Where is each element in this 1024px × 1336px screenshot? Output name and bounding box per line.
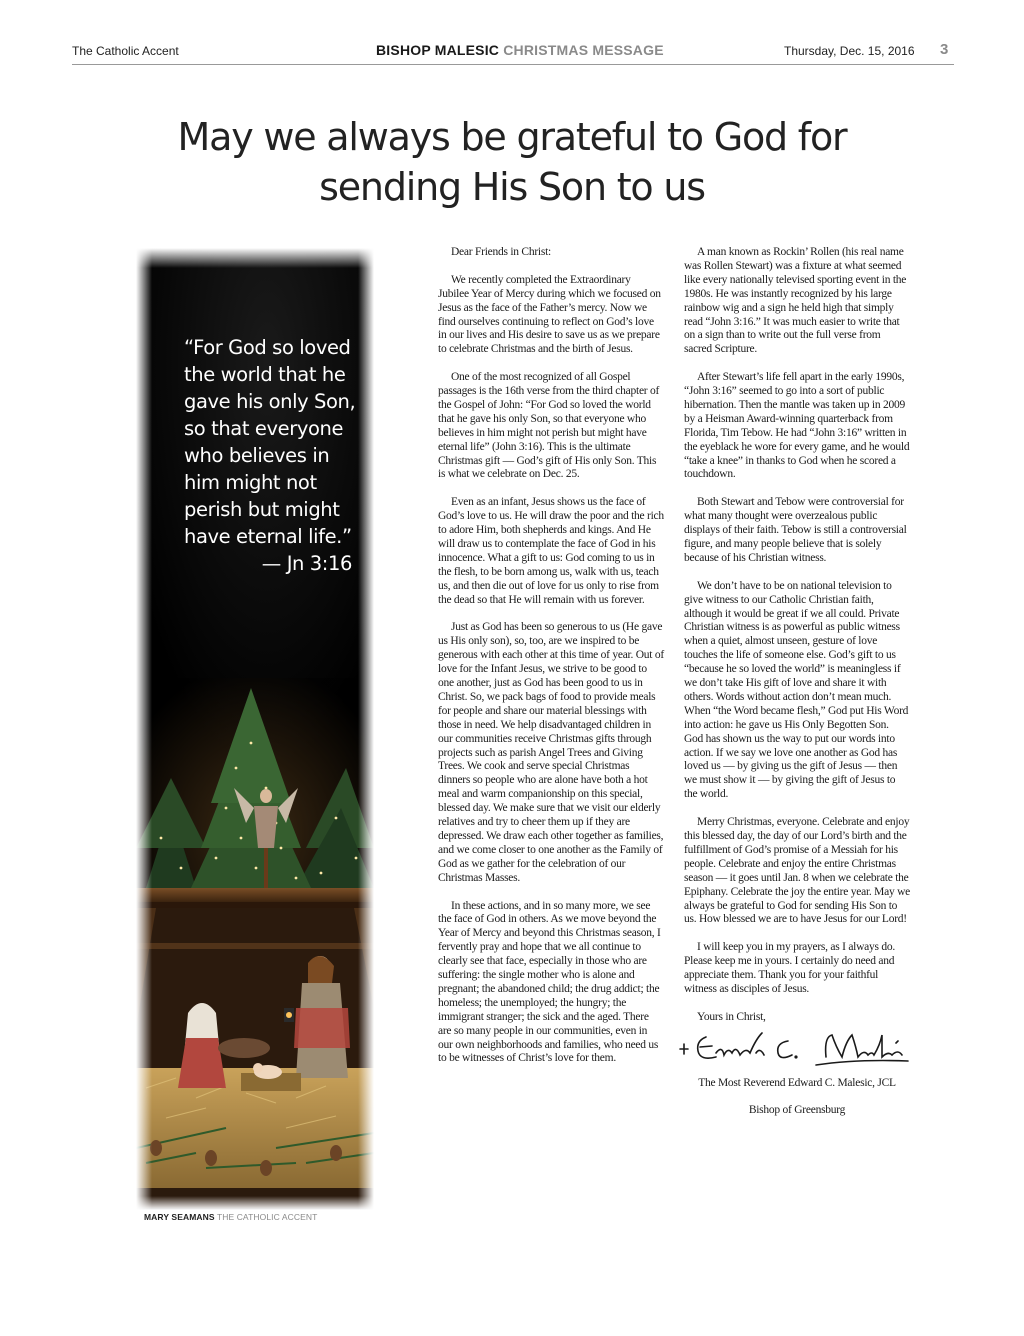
- paragraph: After Stewart’s life fell apart in the early 1990s, “John 3:16” seemed to go into a sort of public hibernation. Then the mantle was taken up in 2009 by a Heisman Award-winning quarterback from Florida, Tim Tebow. He had “John 3:16” written in the eyeblack he wore for every game, and he would “take a knee” in thanks to God when he scored a touchdown.: [684, 371, 910, 481]
- quote-text: “For God so loved the world that he gave his only Son, so that everyone who believes in him might not perish but might have eternal life.”: [184, 336, 356, 548]
- paragraph: We recently completed the Extraordinary Jubilee Year of Mercy during which we focused on Jesus as the face of the Father’s mercy. Now we find ourselves continuing to reflect on God’s love in our lives and His desire to save us as we prepare to celebrate Christmas and the birth of Jesus.: [438, 273, 661, 356]
- photo-credit: [144, 1212, 317, 1222]
- headline: May we always be grateful to God for sending His Son to us: [177, 115, 847, 209]
- quote-citation: — Jn 3:16: [261, 552, 352, 575]
- nativity-photo: [136, 248, 374, 1210]
- paragraph: Merry Christmas, everyone. Celebrate and enjoy this blessed day, the day of our Lord’s birth and the fulfillment of God’s promise of a Messiah for his people. Celebrate and enjoy the entire Christmas season — it goes until Jan. 8 when we celebrate the Epiphany. Celebrate the joy the entire year. May we always be grateful to God for sending His Son to us. How blessed we are to have Jesus for our Lord!: [684, 816, 910, 926]
- paragraph: I will keep you in my prayers, as I always do. Please keep me in yours. I certainly do need and appreciate them. Thank you for your faithful witness as disciples of Jesus.: [684, 941, 896, 995]
- page-number: 3: [940, 41, 949, 58]
- letter-column-1: [438, 246, 664, 1080]
- page-header: [72, 40, 954, 65]
- letter-column-2: [684, 246, 910, 1132]
- paragraph: Even as an infant, Jesus shows us the face of God’s love to us. He will draw the poor and the rich to adore Him, both shepherds and kings. And He will draw us to contemplate the face of God in his innocence. What a gift to us: God coming to us in the flesh, to be born among us, walk with us, teach us, and then die out of love for us only to rise from the dead so that He will remain with us forever.: [438, 496, 664, 606]
- signer-name: The Most Reverend Edward C. Malesic, JCL: [698, 1076, 896, 1089]
- scripture-quote: [184, 334, 370, 577]
- handwritten-signature: [684, 1027, 910, 1071]
- issue-date: Thursday, Dec. 15, 2016: [784, 44, 915, 58]
- paragraph: We don’t have to be on national television to give witness to our Catholic Christian faith, although it would be great if we all could. Private Christian witness is as powerful as public witness when a quiet, almost unseen, gesture of love touches the life of someone else. God’s gift to us “because he so loved the world” is meaningless if we don’t take His gift of love and share it with others. Words without action don’t mean much. When “the Word became flesh,” God put His Word into action: he gave us His Only Begotten Son. God has shown us the way to put our words into action. If we say we love one another as God has loved us — by giving us the gift of Jesus — then we must show it — by giving the gift of Jesus to the world.: [684, 579, 909, 801]
- section-title-gray: CHRISTMAS MESSAGE: [503, 42, 664, 58]
- signer-title: Bishop of Greensburg: [748, 1104, 846, 1117]
- publication-name: The Catholic Accent: [72, 44, 179, 58]
- closing: Yours in Christ,: [697, 1010, 766, 1023]
- photo-credit-name: MARY SEAMANS: [144, 1212, 215, 1222]
- photo-credit-org: THE CATHOLIC ACCENT: [216, 1212, 318, 1222]
- paragraph: A man known as Rockin’ Rollen (his real name was Rollen Stewart) was a fixture at what seemed like every nationally televised sporting event in the 1980s. He was instantly recognized by his large rainbow wig and a sign he held high that simply read “John 3:16.” It was much easier to write that on a sign than to write out the full verse from sacred Scripture.: [684, 246, 907, 356]
- paragraph: Both Stewart and Tebow were controversial for what many thought were overzealous public displays of their faith. Tebow is still a controversial figure, and many people believe that is solely because of his Christian witness.: [684, 496, 907, 564]
- section-title: [376, 42, 664, 58]
- paragraph: One of the most recognized of all Gospel passages is the 16th verse from the third chapter of the Gospel of John: “For God so loved the world that he gave his only Son, so that everyone who believes in him might not perish but might have eternal life” (John 3:16). This is the ultimate Christmas gift — God’s gift of His only Son. This is what we celebrate on Dec. 25.: [438, 371, 660, 481]
- section-title-bold: BISHOP MALESIC: [376, 42, 500, 58]
- paragraph: In these actions, and in so many more, we see the face of God in others. As we move beyond the Year of Mercy and beyond this Christmas season, I fervently pray and hope that we all continue to clearly see that face, especially in those who are suffering: the single mother who is alone and pregnant; the abandoned child; the drug addict; the homeless; the unemployed; the hungry; the immigrant stranger; the sick and the aged. There are so many people in our communities, even in our own neighborhoods and families, who need us to be witnesses of Christ’s love for them.: [438, 899, 661, 1065]
- salutation: Dear Friends in Christ:: [451, 246, 551, 258]
- paragraph: Just as God has been so generous to us (He gave us His only son), so, too, are we inspired to be generous with each other at this time of year. Out of love for the Infant Jesus, we strive to be good to one another, just as God has been good to us in Christ. So, we pack bags of food to provide meals for people and share our material blessings with those in need. We help disadvantaged children in our communities receive Christmas gifts through projects such as parish Angel Trees and Giving Trees. We cook and serve special Christmas dinners so people who are alone have both a hot meal and warm companionship on this special, blessed day. We make sure that we visit our elderly relatives and try to cheer them up if they are depressed. We draw each other together as families, and we come closer to one another as the Family of God as we gather for the celebration of our Christmas Masses.: [438, 621, 664, 884]
